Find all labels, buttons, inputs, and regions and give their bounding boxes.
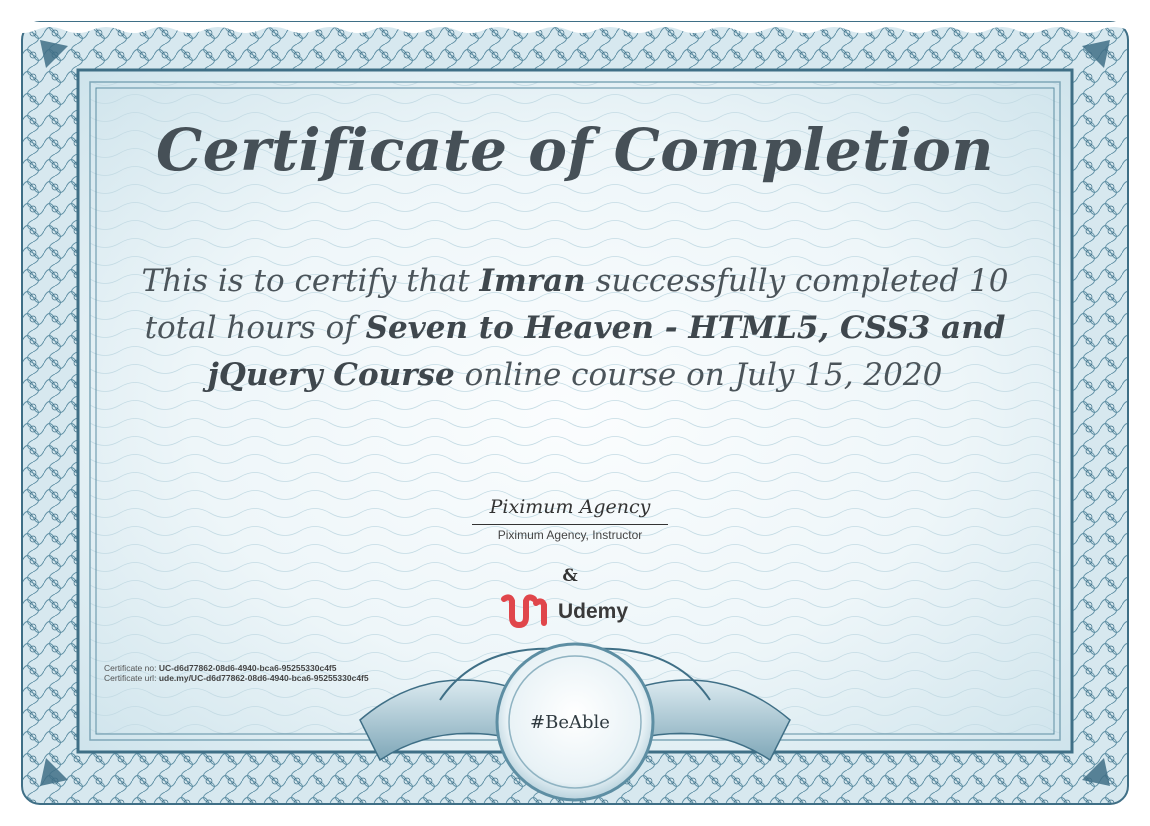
course-name: Seven to Heaven - HTML5, CSS3 and jQuery Course xyxy=(207,310,1006,393)
signature-caption: Piximum Agency, Instructor xyxy=(497,528,643,542)
certificate-meta xyxy=(104,663,369,683)
signature-line xyxy=(472,524,668,525)
certificate-url-row xyxy=(104,673,369,683)
seal-badge-text: #BeAble xyxy=(530,712,610,733)
certificate-url-value[interactable]: ude.my/UC-d6d77862-08d6-4940-bca6-95255330c4f5 xyxy=(158,673,369,683)
online-course-text: online course on xyxy=(464,357,725,393)
certificate-number-row xyxy=(104,663,369,673)
successfully-text: successfully xyxy=(595,263,786,299)
completed-text: completed xyxy=(794,263,960,299)
certificate-title: Certificate of Completion xyxy=(156,116,994,184)
udemy-logo-icon xyxy=(500,593,552,631)
recipient-name: Imran xyxy=(479,263,586,299)
udemy-brand xyxy=(500,592,628,632)
instructor-signature xyxy=(470,490,670,542)
udemy-wordmark: Udemy xyxy=(558,600,629,623)
certificate-number-value: UC-d6d77862-08d6-4940-bca6-95255330c4f5 xyxy=(158,663,337,673)
signature-script: Piximum Agency xyxy=(489,496,651,518)
certificate-statement xyxy=(110,258,1040,399)
ampersand: & xyxy=(562,566,578,586)
hours-text: 10 total hours of xyxy=(144,263,1009,346)
completion-date: July 15, 2020 xyxy=(734,357,943,393)
certificate-url-label: Certificate url: xyxy=(104,673,157,683)
certificate-number-label: Certificate no: xyxy=(104,663,157,673)
intro-text: This is to certify that xyxy=(141,263,470,299)
